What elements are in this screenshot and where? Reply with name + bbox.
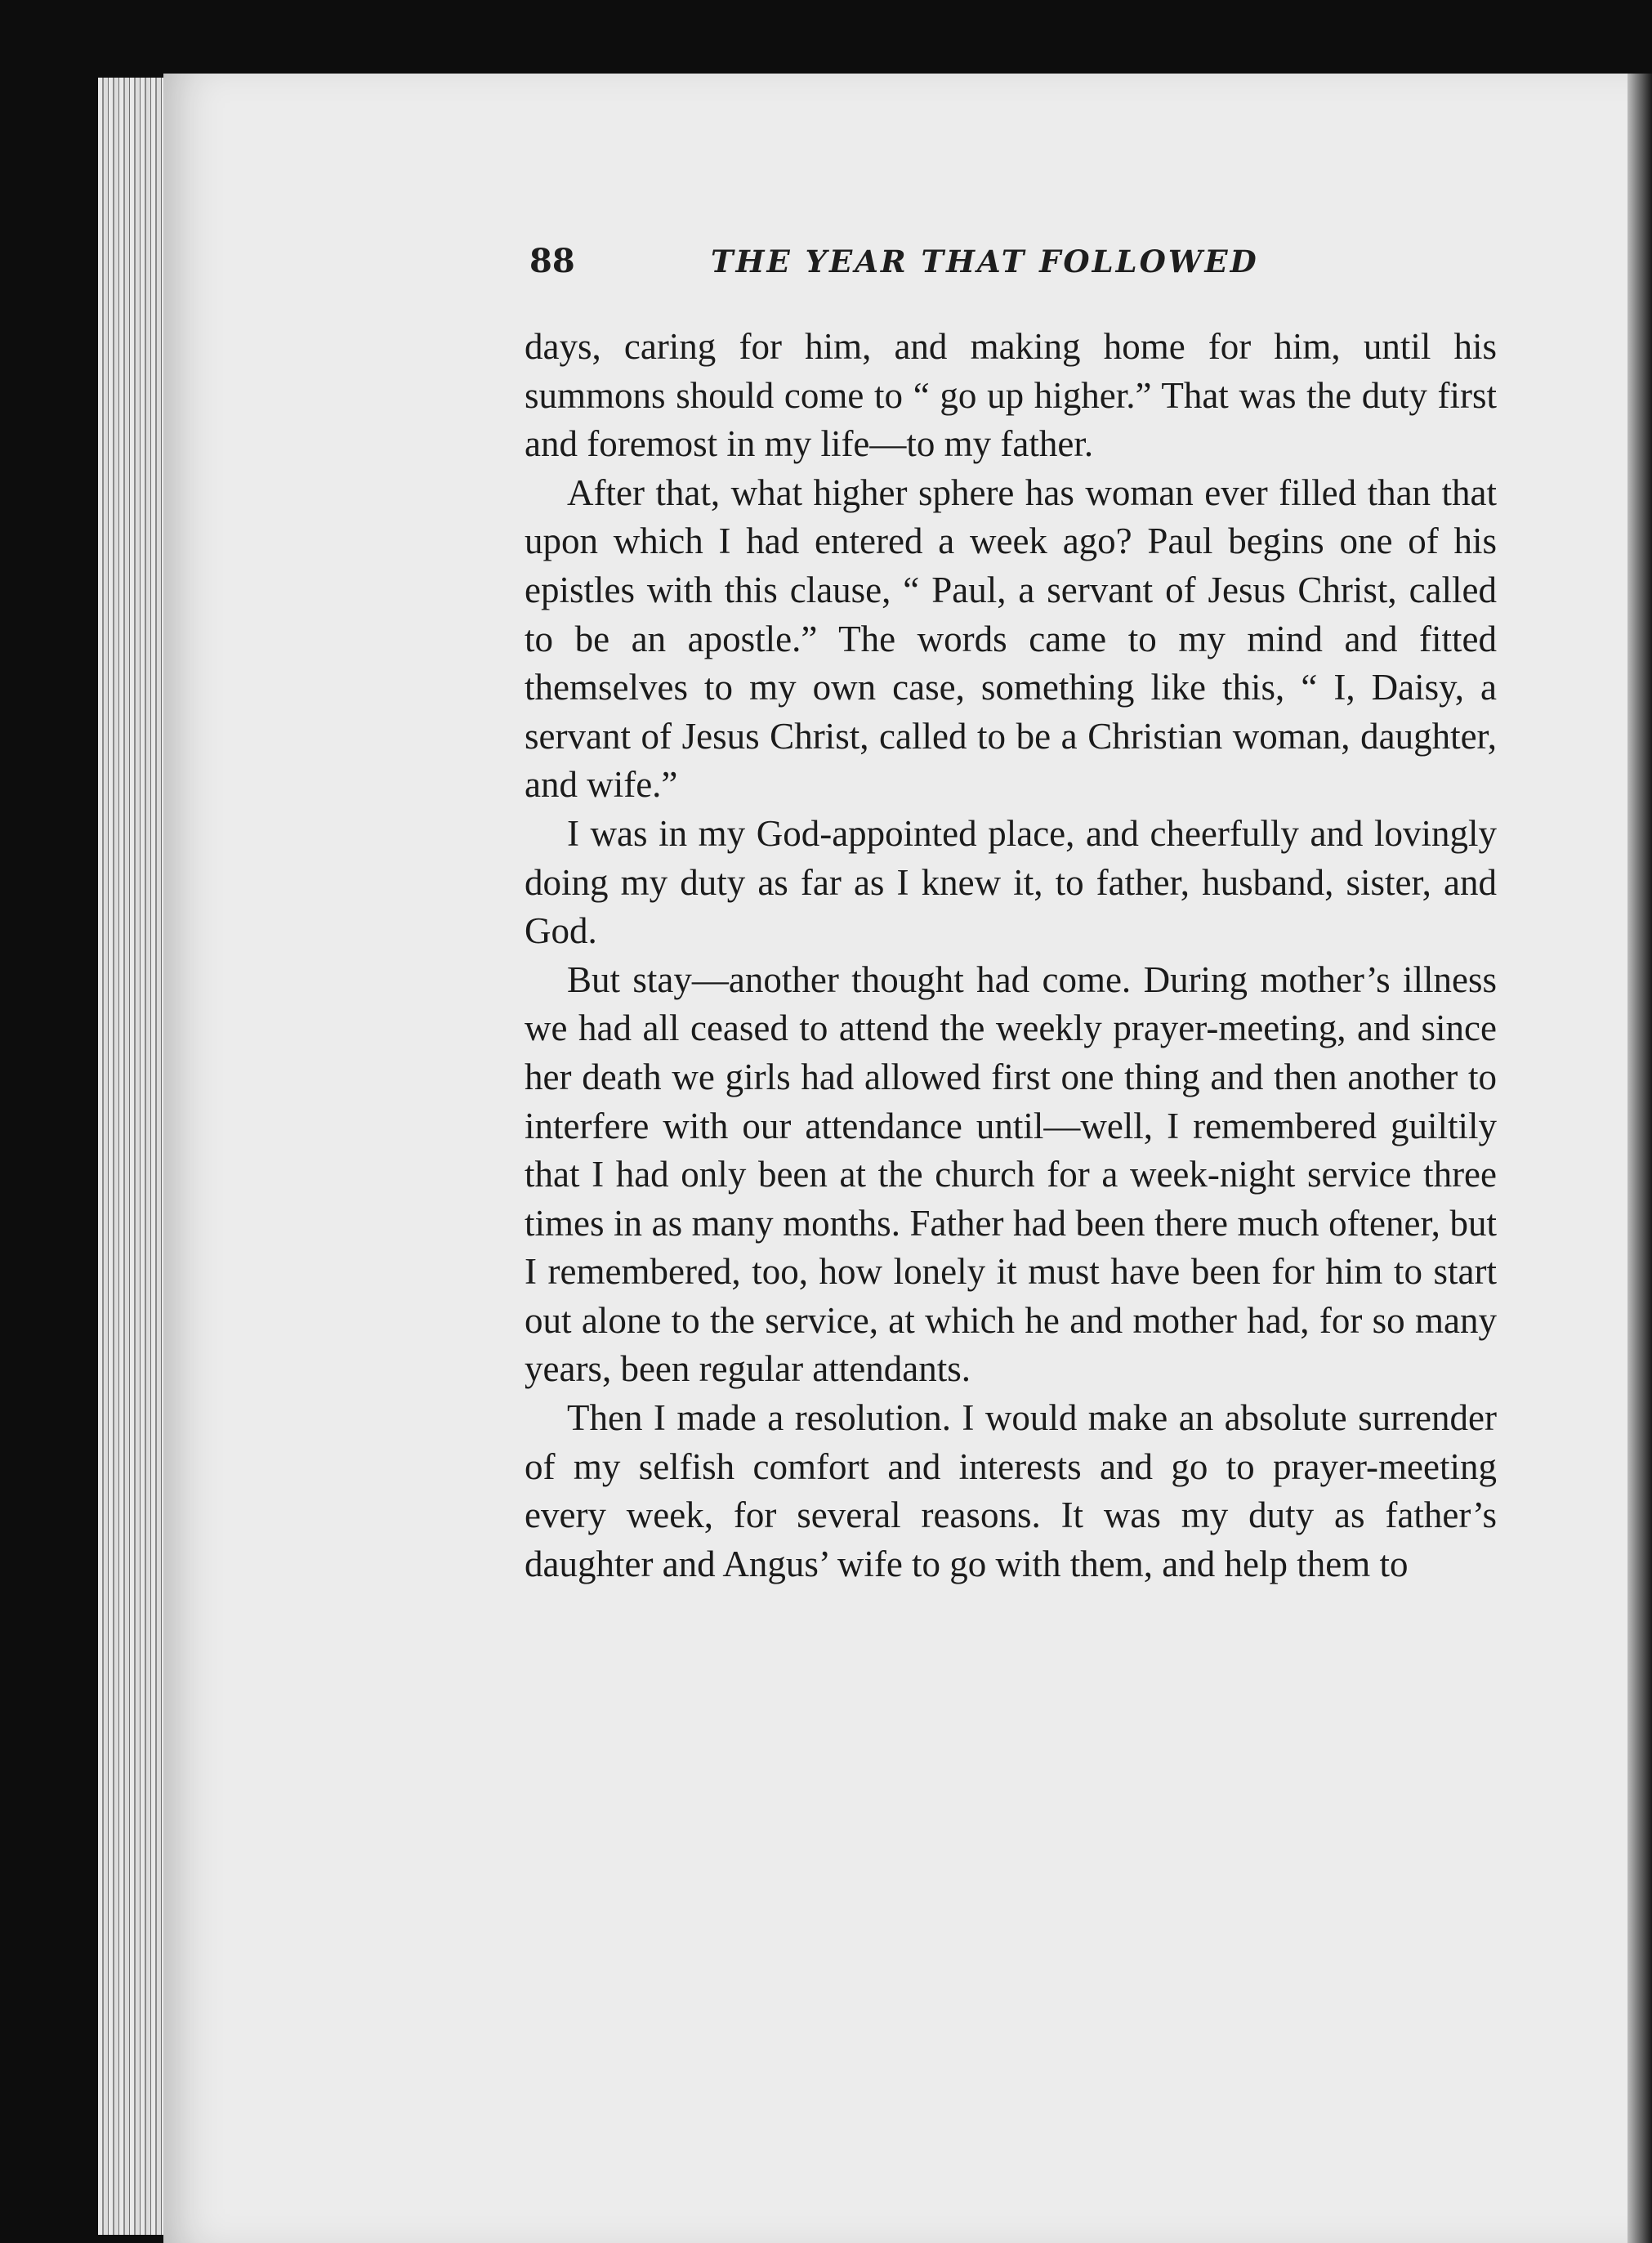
running-head (529, 242, 1493, 299)
paragraph-3: I was in my God-appointed place, and cheerfully and lovingly doing my duty as far as I knew it, to father, husband, sister, and God. (525, 812, 1497, 952)
running-title: THE YEAR THAT FOLLOWED (711, 244, 1259, 279)
page-number: 88 (529, 242, 575, 280)
paragraph-5: Then I made a resolution. I would make an absolute surrender of my selfish comfort and interests and go to prayer-meeting every week, for several reasons. It was my duty as father’s daughter and Angus’ wife to go with them, and help them to (525, 1397, 1497, 1584)
paragraph-2: After that, what higher sphere has woman ever filled than that upon which I had entered a week ago? Paul begins one of his epistles with this clause, “ Paul, a servant of Jesus Christ, called to be an apostle.” The words came to my mind and fitted themselves to my own case, something like this, “ I, Daisy, a servant of Jesus Christ, called to be a Christian woman, daughter, and wife.” (525, 471, 1497, 806)
body-text (525, 323, 1497, 1588)
binding-shadow (1627, 74, 1652, 2243)
paragraph-1: days, caring for him, and making home for him, until his summons should come to “ go up higher.” That was the duty first and foremost in my life—to my father. (525, 326, 1497, 465)
paragraph-4: But stay—another thought had come. During mother’s illness we had all ceased to attend the weekly prayer-meeting, and since her death we girls had allowed first one thing and then another to interfere with our attendance until—well, I remembered guiltily that I had only been at the church for a week-night service three times in as many months. Father had been there much oftener, but I remembered, too, how lonely it must have been for him to start out alone to the service, at which he and mother had, for so many years, been regular attendants. (525, 958, 1497, 1390)
